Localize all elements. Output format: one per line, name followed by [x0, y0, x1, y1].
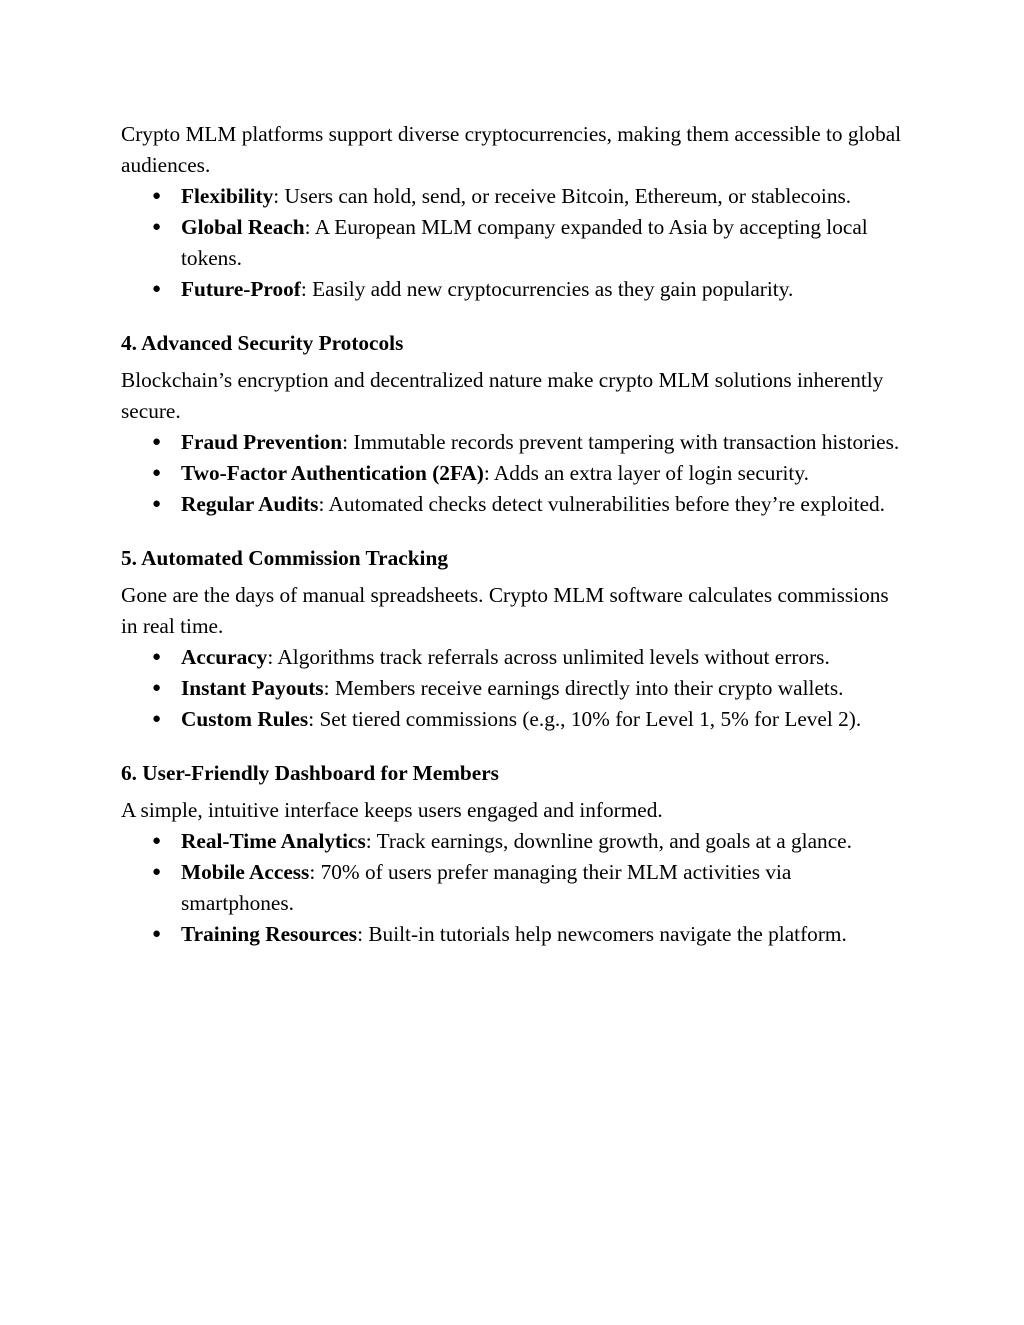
bullet-icon: ● [152, 281, 162, 297]
intro-section [121, 119, 906, 305]
section-security [121, 328, 906, 520]
intro-paragraph: Crypto MLM platforms support diverse cryptocurrencies, making them accessible to global audiences. [121, 122, 902, 177]
bullet-desc: : Built-in tutorials help newcomers navigate the platform. [357, 922, 847, 946]
list-item [121, 427, 906, 458]
list-item [121, 212, 906, 274]
bullet-desc: : Users can hold, send, or receive Bitcoin, Ethereum, or stablecoins. [273, 184, 852, 208]
section-heading: 5. Automated Commission Tracking [121, 546, 448, 570]
section-dashboard [121, 758, 906, 950]
bullet-desc: : A European MLM company expanded to Asia by accepting local tokens. [181, 215, 868, 270]
bullet-desc: : Easily add new cryptocurrencies as they gain popularity. [300, 277, 794, 301]
list-item [121, 704, 906, 735]
bullet-icon: ● [152, 465, 162, 481]
bullet-desc: : Track earnings, downline growth, and goals at a glance. [365, 829, 852, 853]
bullet-term: Mobile Access [181, 860, 310, 884]
bullet-desc: : Algorithms track referrals across unlimited levels without errors. [267, 645, 830, 669]
bullet-icon: ● [152, 496, 162, 512]
bullet-icon: ● [152, 926, 162, 942]
bullet-term: Regular Audits [181, 492, 319, 516]
bullet-term: Fraud Prevention [181, 430, 343, 454]
bullet-term: Future-Proof [181, 277, 301, 301]
bullet-icon: ● [152, 711, 162, 727]
bullet-desc: : Members receive earnings directly into their crypto wallets. [323, 676, 844, 700]
list-item [121, 826, 906, 857]
bullet-desc: : Immutable records prevent tampering with transaction histories. [342, 430, 900, 454]
section-bullet-list [121, 427, 906, 520]
list-item [121, 489, 906, 520]
bullet-term: Accuracy [181, 645, 268, 669]
list-item [121, 642, 906, 673]
bullet-term: Global Reach [181, 215, 305, 239]
bullet-desc: : Adds an extra layer of login security. [483, 461, 809, 485]
bullet-icon: ● [152, 434, 162, 450]
section-bullet-list [121, 642, 906, 735]
bullet-term: Training Resources [181, 922, 358, 946]
list-item [121, 274, 906, 305]
intro-bullet-list [121, 181, 906, 305]
section-bullet-list [121, 826, 906, 950]
list-item [121, 181, 906, 212]
bullet-icon: ● [152, 649, 162, 665]
section-paragraph: Blockchain’s encryption and decentralized nature make crypto MLM solutions inherently secure. [121, 368, 884, 423]
bullet-icon: ● [152, 864, 162, 880]
list-item [121, 458, 906, 489]
section-commission [121, 543, 906, 735]
section-heading: 6. User-Friendly Dashboard for Members [121, 761, 499, 785]
section-paragraph: A simple, intuitive interface keeps users engaged and informed. [121, 798, 663, 822]
bullet-icon: ● [152, 219, 162, 235]
list-item [121, 857, 906, 919]
bullet-desc: : Automated checks detect vulnerabilities before they’re exploited. [318, 492, 886, 516]
bullet-term: Instant Payouts [181, 676, 324, 700]
section-heading: 4. Advanced Security Protocols [121, 331, 404, 355]
bullet-icon: ● [152, 680, 162, 696]
bullet-term: Two-Factor Authentication (2FA) [181, 461, 484, 485]
bullet-term: Custom Rules [181, 707, 309, 731]
section-paragraph: Gone are the days of manual spreadsheets. Crypto MLM software calculates commissions in real time. [121, 583, 889, 638]
list-item [121, 673, 906, 704]
document-page [121, 119, 906, 950]
bullet-desc: : 70% of users prefer managing their MLM activities via smartphones. [181, 860, 792, 915]
bullet-term: Flexibility [181, 184, 274, 208]
bullet-desc: : Set tiered commissions (e.g., 10% for Level 1, 5% for Level 2). [308, 707, 862, 731]
bullet-icon: ● [152, 188, 162, 204]
bullet-term: Real-Time Analytics [181, 829, 366, 853]
bullet-icon: ● [152, 833, 162, 849]
list-item [121, 919, 906, 950]
